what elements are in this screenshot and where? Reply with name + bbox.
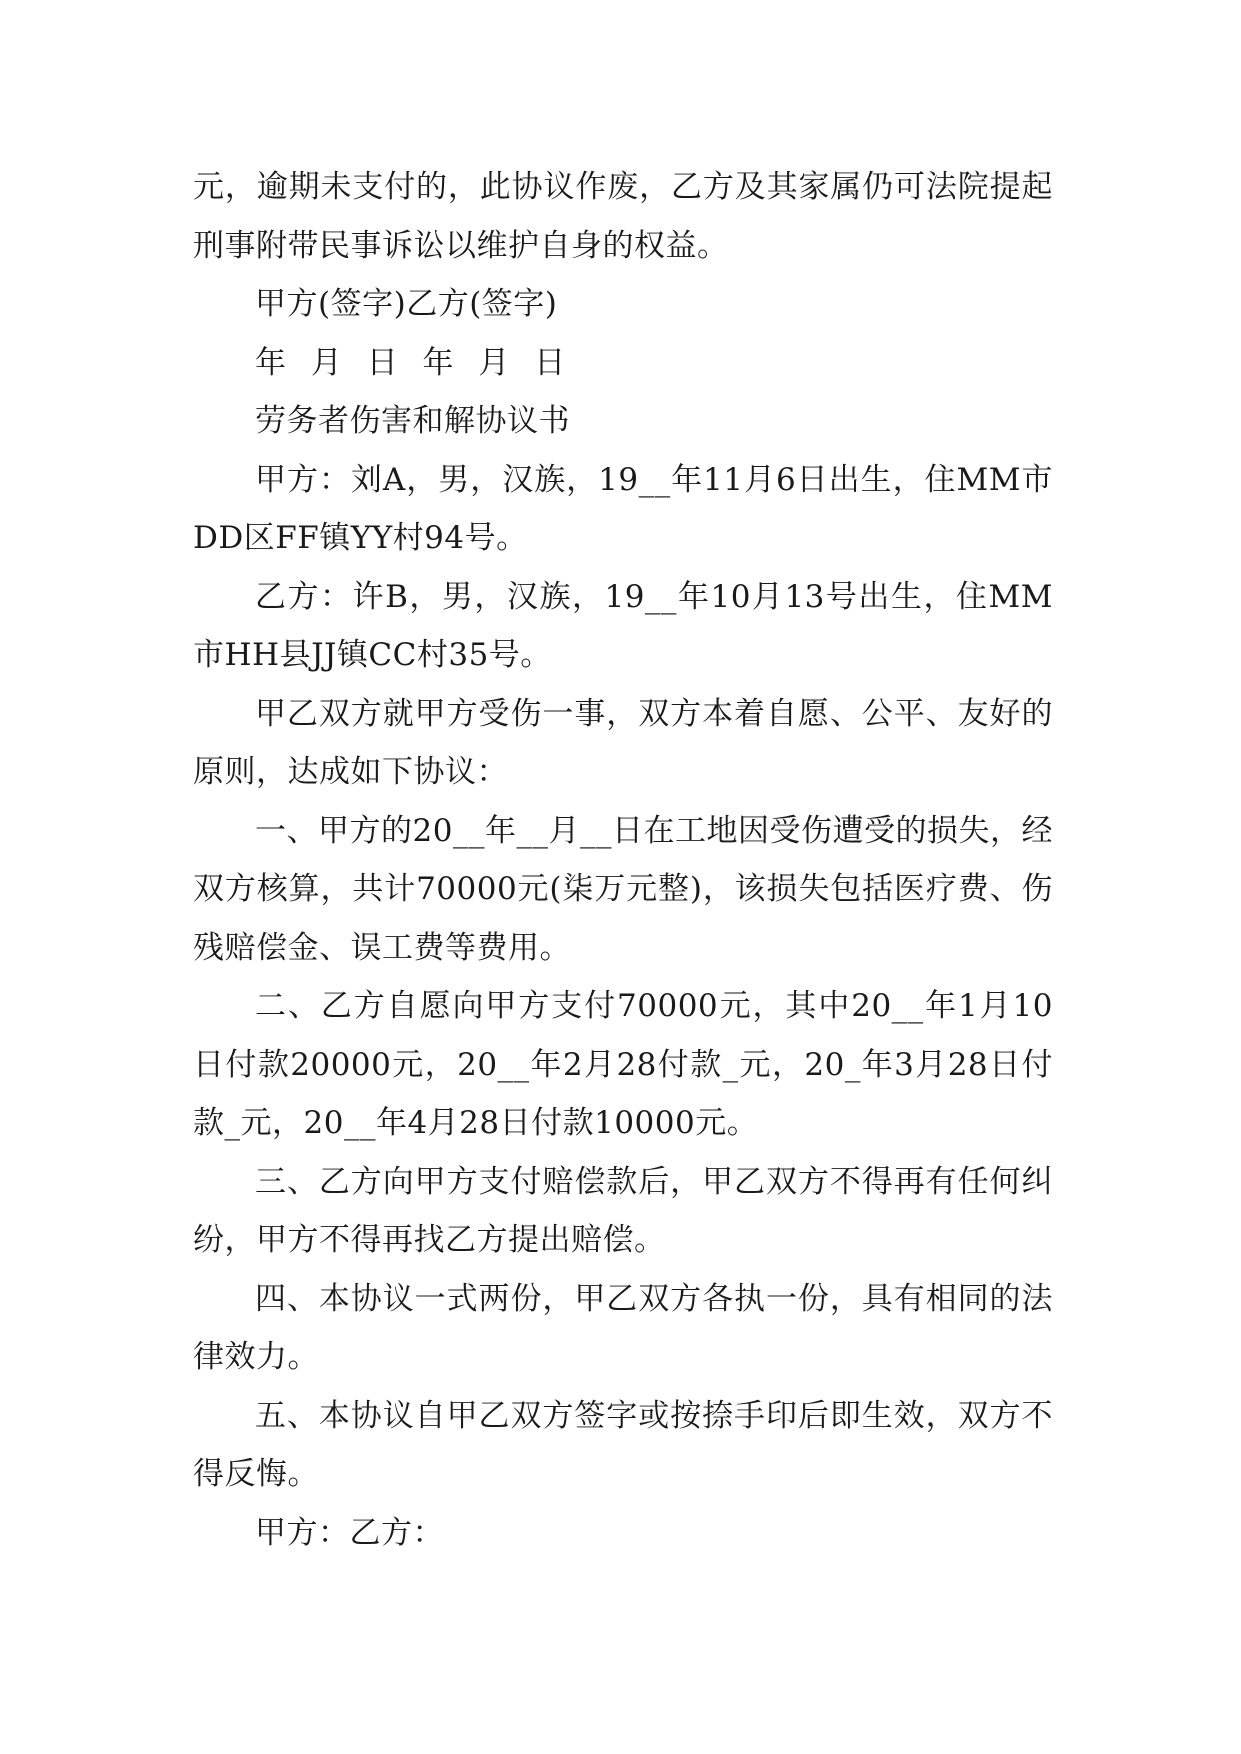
preamble-paragraph: 甲乙双方就甲方受伤一事，双方本着自愿、公平、友好的原则，达成如下协议： <box>193 695 1053 790</box>
party-b-info: 乙方：许B，男，汉族，19__年10月13号出生，住MM市HH县JJ镇CC村35号。 <box>193 578 1053 673</box>
clause-4: 四、本协议一式两份，甲乙双方各执一份，具有相同的法律效力。 <box>193 1280 1053 1375</box>
party-a-info: 甲方：刘A，男，汉族，19__年11月6日出生，住MM市DD区FF镇YY村94号。 <box>193 461 1054 556</box>
date-line: 年 月 日 年 月 日 <box>255 344 566 381</box>
clause-2: 二、乙方自愿向甲方支付70000元，其中20__年1月10日付款20000元，20__年2月28付款_元，20_年3月28日付款_元，20__年4月28日付款10000元。 <box>193 988 1053 1141</box>
clause-3: 三、乙方向甲方支付赔偿款后，甲乙双方不得再有任何纠纷，甲方不得再找乙方提出赔偿。 <box>193 1163 1053 1258</box>
paragraph-continuation: 元，逾期未支付的，此协议作废，乙方及其家属仍可法院提起刑事附带民事诉讼以维护自身的权益。 <box>193 169 1053 264</box>
document-body <box>193 158 1053 1562</box>
signature-line: 甲方(签字)乙方(签字) <box>255 286 558 322</box>
clause-5: 五、本协议自甲乙双方签字或按捺手印后即生效，双方不得反悔。 <box>193 1397 1053 1492</box>
signature-line-final: 甲方：乙方： <box>255 1514 444 1551</box>
clause-1: 一、甲方的20__年__月__日在工地因受伤遭受的损失，经双方核算，共计70000元(柒万元整)，该损失包括医疗费、伤残赔偿金、误工费等费用。 <box>193 812 1053 966</box>
document-title: 劳务者伤害和解协议书 <box>255 403 570 439</box>
